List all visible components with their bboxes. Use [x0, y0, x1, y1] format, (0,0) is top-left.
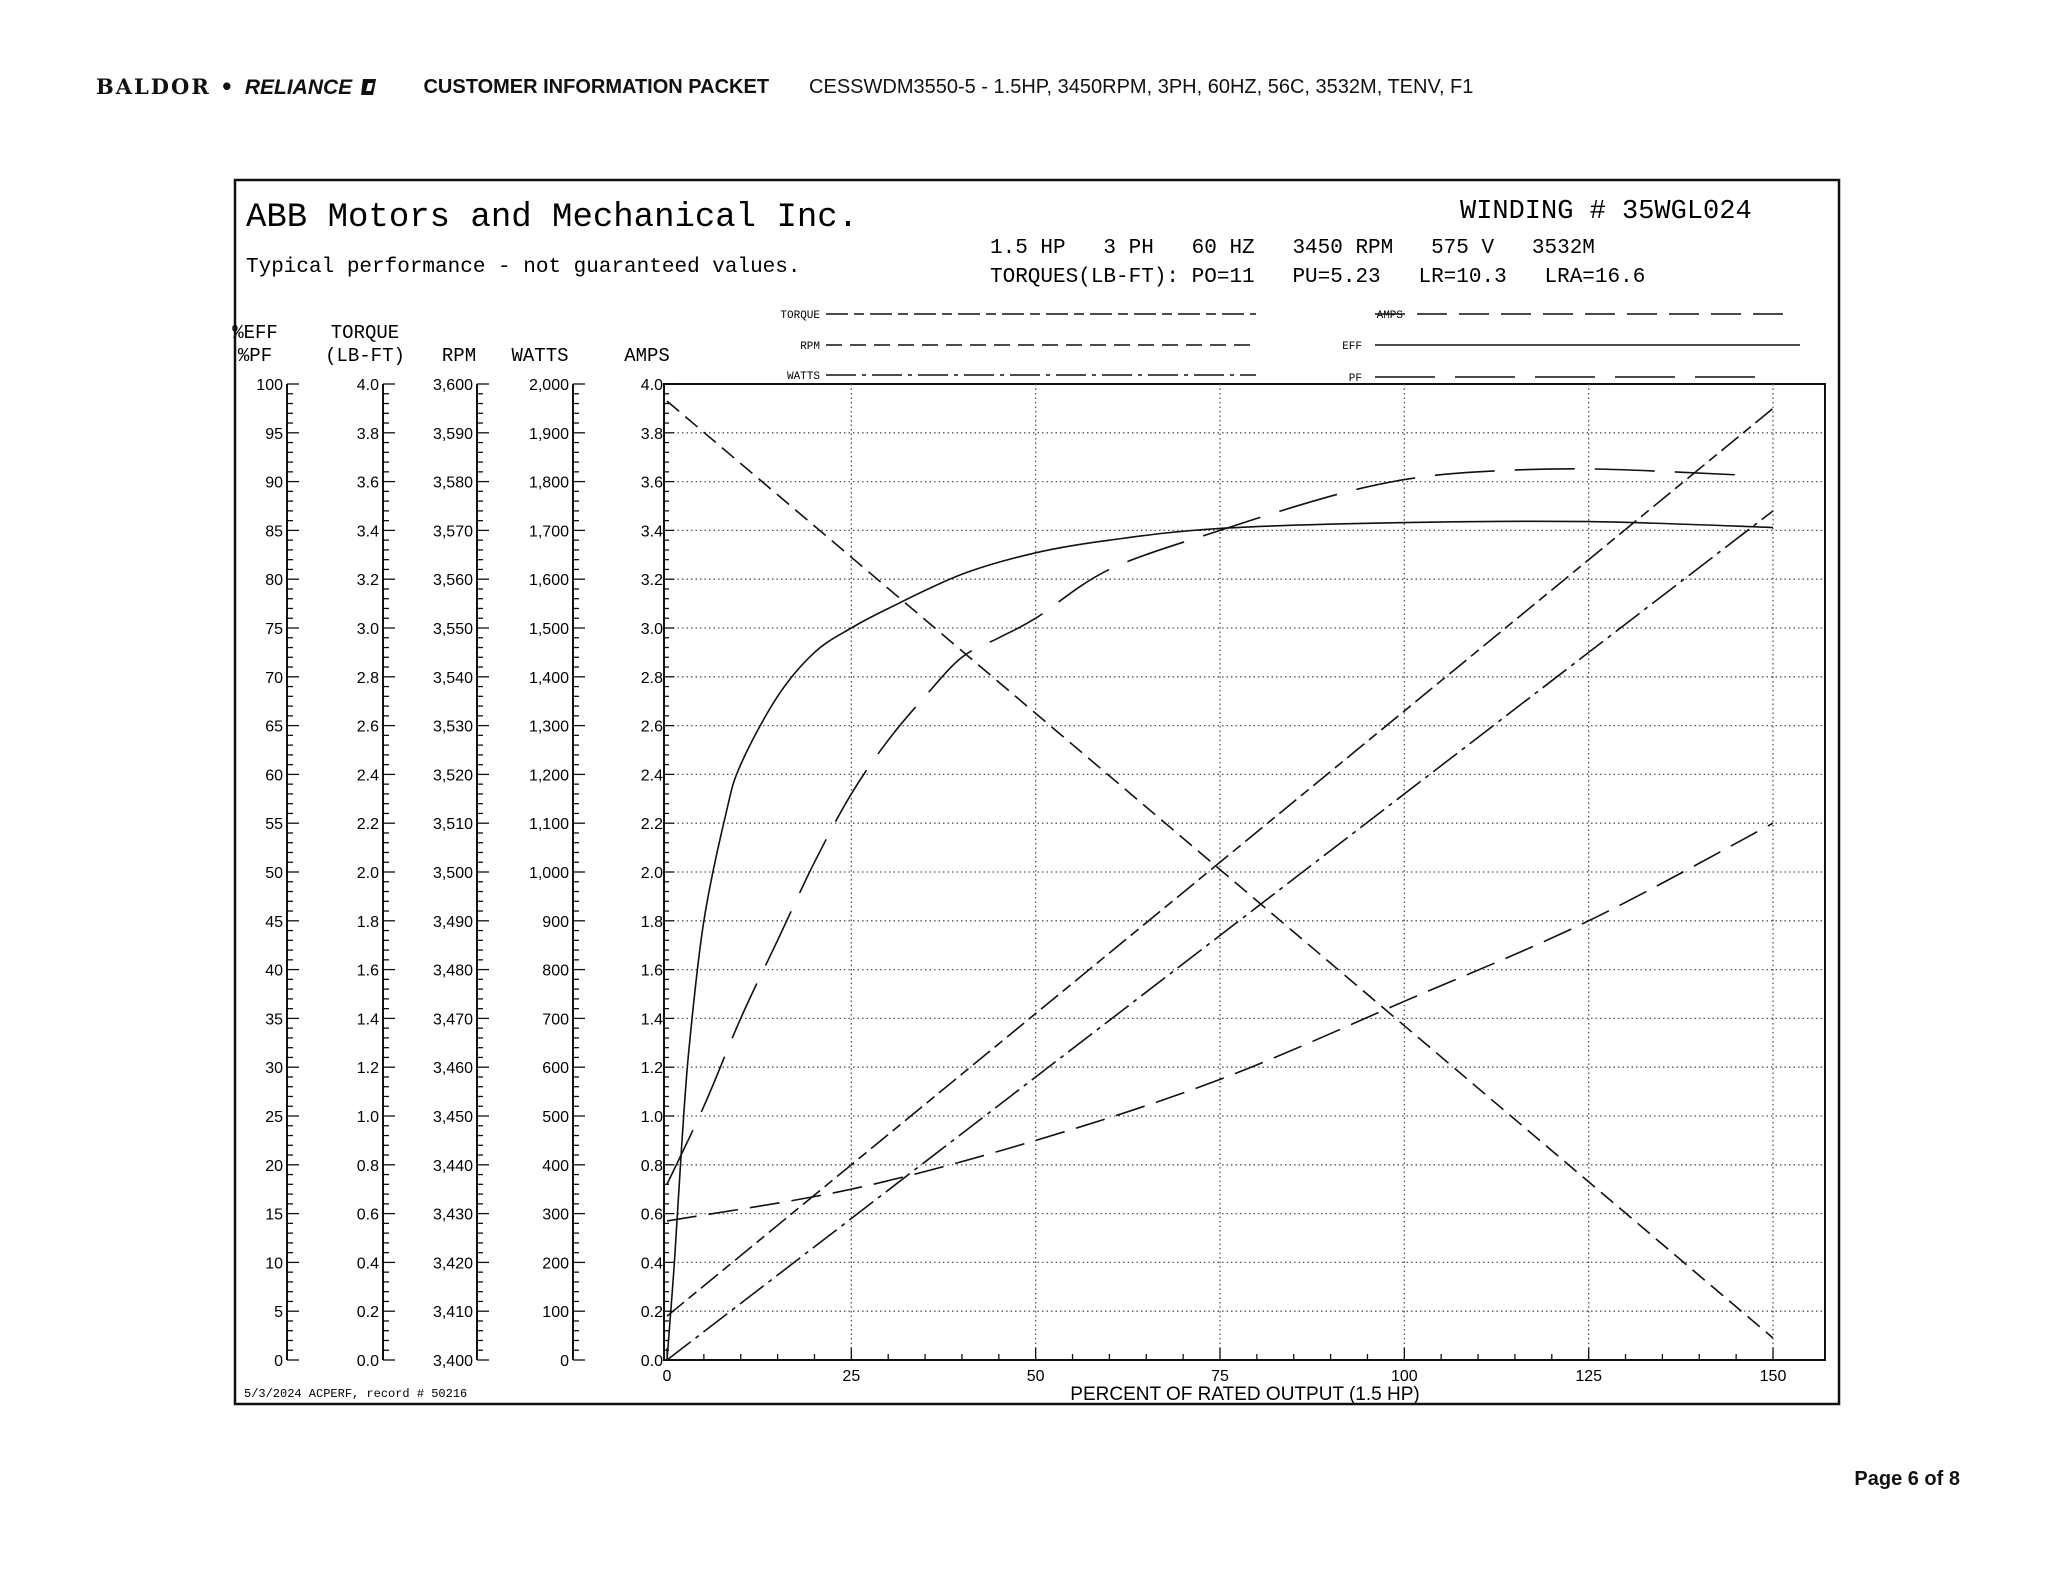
tick-label: 2.8	[356, 669, 379, 687]
tick-label: 3.0	[640, 621, 663, 638]
y-axis-eff-pf	[232, 322, 299, 1370]
company-name: ABB Motors and Mechanical Inc.	[246, 199, 859, 237]
legend-label: AMPS	[1376, 310, 1403, 322]
tick-label: 55	[265, 816, 283, 834]
y-axis-watts	[511, 345, 585, 1370]
legend-item-eff	[1342, 341, 1800, 353]
tick-label: 3,460	[432, 1060, 473, 1078]
tick-label: 0.6	[640, 1206, 663, 1224]
tick-label: 70	[265, 669, 283, 687]
tick-label: 3,440	[432, 1157, 473, 1175]
tick-label: 90	[265, 474, 283, 492]
x-tick-label: 50	[1026, 1368, 1045, 1385]
tick-label: 1.2	[640, 1060, 663, 1078]
y-axis-amps	[624, 345, 674, 1370]
tick-label: 1.4	[640, 1011, 663, 1029]
tick-label: 0	[274, 1353, 283, 1370]
tick-label: 3,500	[432, 865, 473, 882]
tick-label: 1.8	[640, 913, 663, 931]
tick-label: 3,600	[432, 377, 473, 394]
legend-label: TORQUE	[780, 310, 820, 322]
tick-label: 0.4	[356, 1255, 379, 1273]
tick-label: 5	[274, 1304, 283, 1322]
tick-label: 10	[265, 1255, 283, 1273]
tick-label: 3,420	[432, 1255, 473, 1273]
tick-label: 15	[265, 1206, 283, 1224]
tick-label: 30	[265, 1060, 283, 1078]
tick-label: 0.0	[356, 1353, 379, 1370]
tick-label: 300	[542, 1206, 569, 1224]
tick-label: 1.8	[356, 913, 379, 931]
tick-label: 2.6	[356, 718, 379, 736]
tick-label: 3,550	[432, 621, 473, 638]
y-axes	[232, 322, 674, 1370]
tick-label: 50	[265, 865, 283, 882]
tick-label: 2,000	[528, 377, 569, 394]
series-group	[667, 401, 1773, 1360]
tick-label: 2.0	[640, 865, 663, 882]
tick-label: 0.8	[356, 1157, 379, 1175]
legend-item-amps	[1375, 310, 1790, 322]
tick-label: 3,520	[432, 767, 473, 785]
axis-header: %PF	[237, 345, 273, 367]
tick-label: 2.8	[640, 669, 663, 687]
tick-label: 1,800	[528, 474, 569, 492]
tick-label: 0.4	[640, 1255, 663, 1273]
winding-number: WINDING # 35WGL024	[1460, 197, 1752, 227]
tick-label: 3,580	[432, 474, 473, 492]
tick-label: 0.6	[356, 1206, 379, 1224]
axis-header: AMPS	[624, 345, 670, 367]
legend-item-torque	[780, 310, 1256, 322]
axis-header: %EFF	[232, 322, 278, 344]
model-description: CESSWDM3550-5 - 1.5HP, 3450RPM, 3PH, 60HZ, 56C, 3532M, TENV, F1	[809, 75, 1474, 98]
grid	[664, 384, 1825, 1360]
tick-label: 65	[265, 718, 283, 736]
x-tick-label: 100	[1390, 1368, 1418, 1385]
tick-label: 2.2	[356, 816, 379, 834]
series-line-pf	[667, 469, 1736, 1184]
tick-label: 2.0	[356, 865, 379, 882]
tick-label: 85	[265, 523, 283, 541]
axis-header: RPM	[441, 345, 477, 367]
tick-label: 1,000	[528, 865, 569, 882]
tick-label: 3,490	[432, 913, 473, 931]
tick-label: 2.6	[640, 718, 663, 736]
legend	[780, 310, 1800, 385]
tick-label: 3.8	[356, 425, 379, 443]
tick-label: 200	[542, 1255, 569, 1273]
x-axis-label: PERCENT OF RATED OUTPUT (1.5 HP)	[1070, 1384, 1420, 1405]
series-line-eff	[667, 521, 1773, 1360]
tick-label: 3,480	[432, 962, 473, 980]
tick-label: 0.0	[640, 1353, 663, 1370]
brand-logo-left: BALDOR	[96, 74, 211, 99]
tick-label: 3.0	[356, 621, 379, 638]
tick-label: 3.4	[356, 523, 379, 541]
tick-label: 3,470	[432, 1011, 473, 1029]
tick-label: 500	[542, 1109, 569, 1126]
axis-header: TORQUE	[330, 322, 400, 344]
tick-label: 3,430	[432, 1206, 473, 1224]
legend-label: EFF	[1342, 341, 1362, 353]
tick-label: 0	[560, 1353, 569, 1370]
y-axis-torque	[325, 322, 405, 1370]
legend-item-watts	[787, 371, 1256, 383]
tick-label: 3.6	[356, 474, 379, 492]
tick-label: 3.4	[640, 523, 663, 541]
tick-label: 1,500	[528, 621, 569, 638]
tick-label: 1.4	[356, 1011, 379, 1029]
tick-label: 1,900	[528, 425, 569, 443]
x-tick-label: 75	[1211, 1368, 1229, 1385]
tick-label: 1.6	[356, 962, 379, 980]
brand-logo-right: RELIANCE	[244, 76, 353, 99]
tick-label: 100	[256, 377, 283, 394]
motor-specs: 1.5 HP 3 PH 60 HZ 3450 RPM 575 V 3532M	[990, 237, 1595, 260]
tick-label: 2.4	[356, 767, 379, 785]
tick-label: 25	[265, 1109, 283, 1126]
x-axis	[663, 1348, 1787, 1405]
tick-label: 700	[542, 1011, 569, 1029]
tick-label: 600	[542, 1060, 569, 1078]
tick-label: 1,700	[528, 523, 569, 541]
tick-label: 800	[542, 962, 569, 980]
axis-header: (LB-FT)	[325, 345, 405, 367]
x-tick-label: 25	[842, 1368, 861, 1385]
tick-label: 1.0	[640, 1109, 663, 1126]
tick-label: 75	[265, 621, 283, 638]
tick-label: 2.4	[640, 767, 663, 785]
tick-label: 1,100	[528, 816, 569, 834]
tick-label: 3.6	[640, 474, 663, 492]
tick-label: 3,530	[432, 718, 473, 736]
tick-label: 3,410	[432, 1304, 473, 1322]
tick-label: 0.2	[640, 1304, 663, 1322]
legend-item-rpm	[800, 341, 1256, 353]
tick-label: 400	[542, 1157, 569, 1175]
tick-label: 3,540	[432, 669, 473, 687]
x-tick-label: 150	[1759, 1368, 1787, 1385]
series-line-torque	[667, 408, 1773, 1316]
tick-label: 35	[265, 1011, 283, 1029]
tick-label: 3,400	[432, 1353, 473, 1370]
torque-values: TORQUES(LB-FT): PO=11 PU=5.23 LR=10.3 LRA=16.6	[990, 266, 1646, 289]
tick-label: 100	[542, 1304, 569, 1322]
packet-title: CUSTOMER INFORMATION PACKET	[423, 75, 770, 98]
page-number: Page 6 of 8	[1854, 1468, 1960, 1490]
tick-label: 900	[542, 913, 569, 931]
tick-label: 3,590	[432, 425, 473, 443]
tick-label: 45	[265, 913, 283, 931]
tick-label: 1.0	[356, 1109, 379, 1126]
tick-label: 3,510	[432, 816, 473, 834]
tick-label: 1.6	[640, 962, 663, 980]
disclaimer-note: Typical performance - not guaranteed values.	[246, 256, 801, 279]
y-axis-rpm	[433, 345, 489, 1370]
axis-header: WATTS	[511, 345, 569, 367]
brand-logo-separator: •	[220, 74, 236, 99]
tick-label: 95	[265, 425, 283, 443]
tick-label: 60	[265, 767, 283, 785]
tick-label: 3.8	[640, 425, 663, 443]
legend-label: WATTS	[786, 371, 820, 383]
tick-label: 4.0	[356, 377, 379, 394]
tick-label: 1.2	[356, 1060, 379, 1078]
series-line-amps	[667, 823, 1773, 1221]
tick-label: 40	[265, 962, 283, 980]
tick-label: 3,560	[432, 572, 473, 590]
tick-label: 1,400	[528, 669, 569, 687]
tick-label: 3,450	[432, 1109, 473, 1126]
x-tick-label: 125	[1575, 1368, 1603, 1385]
tick-label: 0.2	[356, 1304, 379, 1322]
tick-label: 3.2	[640, 572, 663, 590]
tick-label: 80	[265, 572, 283, 590]
tick-label: 1,600	[528, 572, 569, 590]
tick-label: 1,200	[528, 767, 569, 785]
tick-label: 2.2	[640, 816, 663, 834]
tick-label: 20	[265, 1157, 283, 1175]
legend-label: RPM	[800, 341, 820, 353]
legend-label: PF	[1348, 373, 1362, 385]
tick-label: 3,570	[432, 523, 473, 541]
tick-label: 3.2	[356, 572, 379, 590]
record-footnote: 5/3/2024 ACPERF, record # 50216	[244, 1387, 468, 1401]
x-tick-label: 0	[662, 1368, 672, 1385]
tick-label: 4.0	[640, 377, 663, 394]
tick-label: 0.8	[640, 1157, 663, 1175]
tick-label: 1,300	[528, 718, 569, 736]
